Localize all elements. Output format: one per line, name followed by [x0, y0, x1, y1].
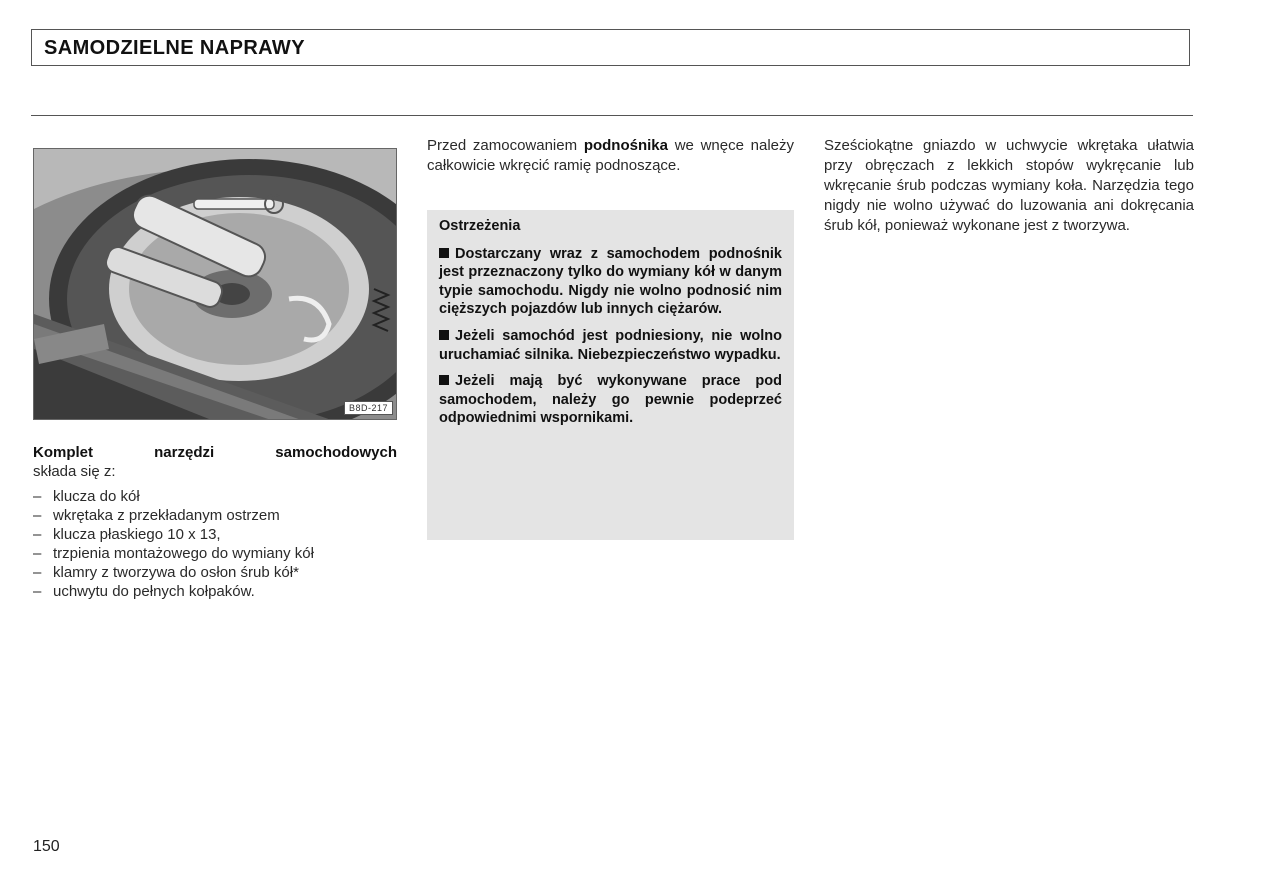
jack-intro-paragraph [427, 136, 794, 176]
list-item: – klucza do kół [33, 487, 397, 506]
tool-kit-figure [33, 148, 397, 420]
tool-kit-description [33, 443, 397, 601]
header-rule [31, 115, 1193, 116]
warnings-title: Ostrzeżenia [439, 218, 521, 234]
warning-item [439, 327, 782, 364]
header-box [31, 29, 1190, 66]
warnings-box [427, 210, 794, 540]
caption-heading [33, 443, 397, 462]
warning-item [439, 245, 782, 319]
page-number: 150 [33, 838, 60, 855]
spare-wheel-illustration [34, 149, 397, 420]
caption-word: Komplet [33, 444, 93, 461]
page-title: SAMODZIELNE NAPRAWY [44, 37, 305, 59]
caption [33, 443, 397, 481]
figure-label: B8D-217 [344, 401, 393, 415]
caption-word: narzędzi [154, 444, 215, 461]
intro-text-after: we wnęce należy całkowicie wkręcić ramię podnoszące. [427, 137, 794, 174]
bullet-square-icon [439, 248, 449, 258]
intro-bold-term: podnośnika [583, 137, 668, 154]
list-item: – wkrętaka z przekładanym ostrzem [33, 506, 397, 525]
list-item: – uchwytu do pełnych kołpaków. [33, 582, 397, 601]
bullet-square-icon [439, 330, 449, 340]
warning-text: Dostarczany wraz z samochodem podnośnik jest przeznaczony tylko do wymiany kół w danym typie samochodu. Nigdy nie wolno podnosić nim cięższych pojazdów lub innych ciężarów. [439, 245, 782, 318]
caption-rest: składa się z: [33, 463, 116, 480]
list-item: – klucza płaskiego 10 x 13, [33, 525, 397, 544]
list-item: – trzpienia montażowego do wymiany kół [33, 544, 397, 563]
list-item: – klamry z tworzywa do osłon śrub kół* [33, 563, 397, 582]
bullet-square-icon [439, 375, 449, 385]
caption-word: samochodowych [275, 444, 397, 461]
warning-text: Jeżeli mają być wykonywane prace pod samochodem, należy go pewnie podeprzeć odpowiednimi wspornikami. [439, 373, 782, 427]
intro-text-before: Przed zamocowaniem [427, 137, 584, 154]
screwdriver-note-paragraph: Sześciokątne gniazdo w uchwycie wkrętaka ułatwia przy obręczach z lekkich stopów wykręcanie lub wkręcanie śrub podczas wymiany koła. Narzędzia tego nigdy nie wolno używać do luzowania ani dokręcania śrub kół, ponieważ wykonane jest z tworzywa. [824, 137, 1194, 234]
tool-list [33, 487, 397, 601]
warning-item [439, 372, 782, 428]
warning-text: Jeżeli samochód jest podniesiony, nie wolno uruchamiać silnika. Niebezpieczeństwo wypadku. [439, 327, 782, 363]
